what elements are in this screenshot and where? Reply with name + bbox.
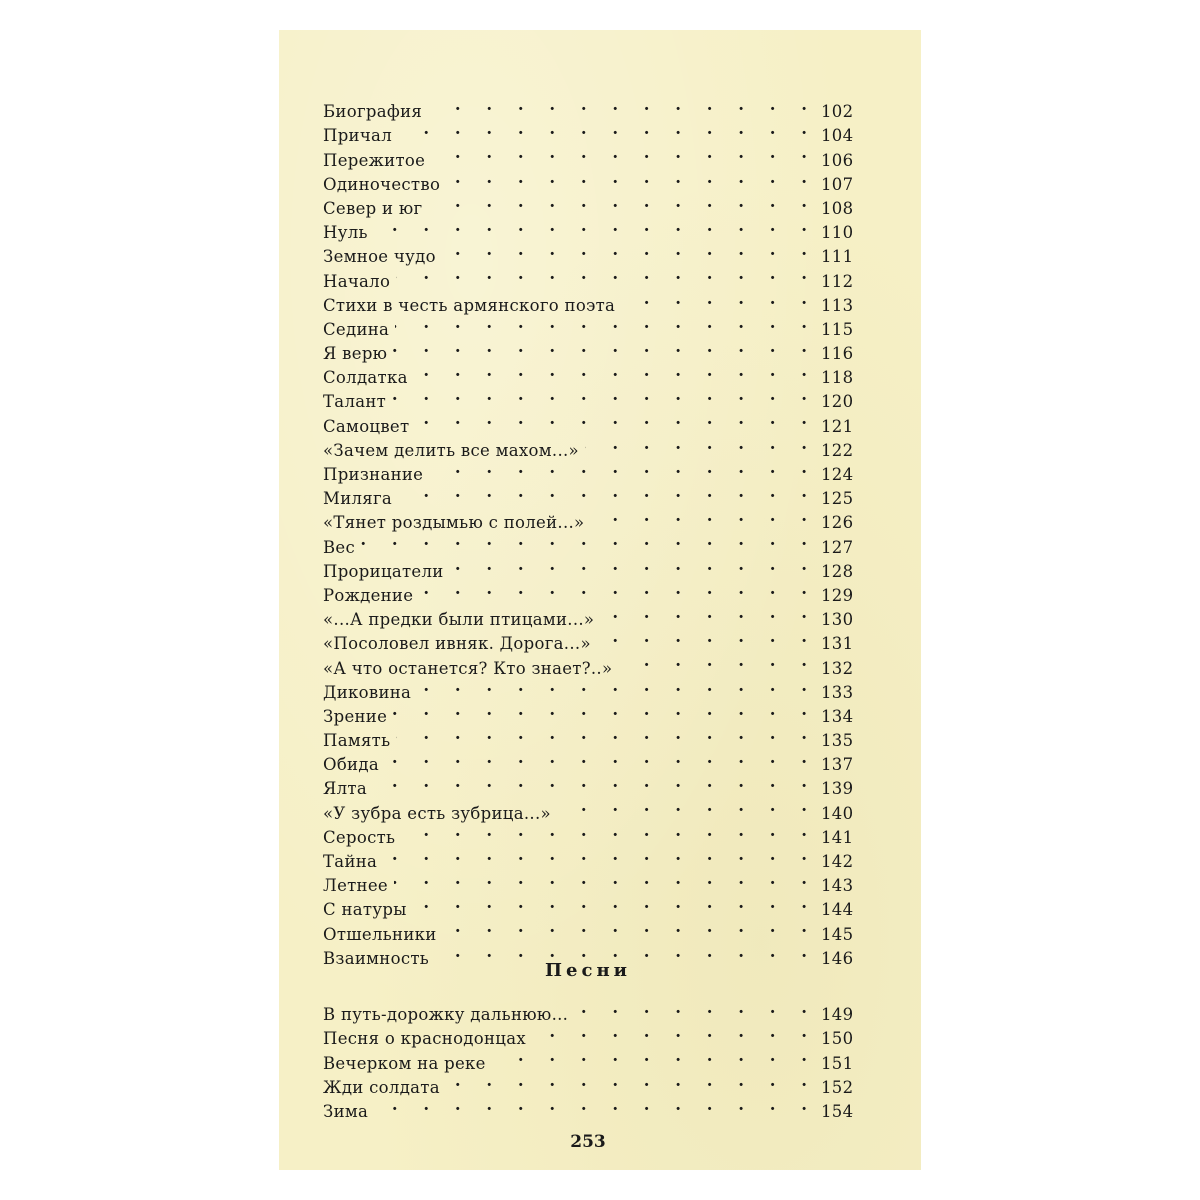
toc-entry-title: Рождение xyxy=(323,585,414,605)
toc-entry-page: 106 xyxy=(821,150,854,170)
dot-leader xyxy=(446,1069,817,1093)
page-number: 253 xyxy=(570,1132,606,1152)
dot-leader xyxy=(443,915,817,939)
toc-entry-page: 128 xyxy=(821,561,854,581)
dot-leader xyxy=(393,335,817,359)
toc-entry-page: 142 xyxy=(821,852,854,871)
dot-leader xyxy=(492,1044,817,1068)
toc-entry-page: 139 xyxy=(821,779,854,799)
toc-entry-page: 131 xyxy=(821,634,854,654)
dot-leader xyxy=(446,166,817,190)
toc-entry xyxy=(323,794,854,823)
toc-entry-title: Вес xyxy=(323,537,356,557)
toc-entry-page: 116 xyxy=(821,344,854,364)
dot-leader xyxy=(413,891,817,915)
toc-entry-page: 111 xyxy=(821,247,854,267)
dot-leader xyxy=(374,214,817,238)
dot-leader xyxy=(574,996,817,1020)
toc-entry-title: С натуры xyxy=(323,900,407,920)
toc-entry-page: 151 xyxy=(821,1053,854,1073)
toc-entry-title: «Посоловел ивняк. Дорога...» xyxy=(323,634,591,654)
dot-leader xyxy=(428,93,817,117)
toc-entry xyxy=(323,722,854,751)
dot-leader xyxy=(419,577,817,601)
toc-entry-title: Пережитое xyxy=(323,150,426,170)
toc-entry-page: 107 xyxy=(821,174,854,194)
toc-entry xyxy=(323,359,854,388)
toc-entry-title: Летнее xyxy=(323,876,388,896)
toc-entry xyxy=(323,698,854,726)
toc-entry xyxy=(323,1093,854,1121)
toc-entry-page: 130 xyxy=(821,610,854,630)
toc-entry-page: 143 xyxy=(821,876,854,896)
toc-entry xyxy=(323,407,854,436)
toc-entry xyxy=(323,311,854,339)
toc-entry-page: 152 xyxy=(821,1077,854,1097)
toc-entry-title: Серость xyxy=(323,827,396,847)
section-heading-songs: Песни xyxy=(545,960,631,981)
toc-entry-title: Взаимность xyxy=(323,948,430,968)
toc-entry-page: 145 xyxy=(821,924,854,944)
toc-entry-title: Признание xyxy=(323,465,424,484)
toc-entry-page: 120 xyxy=(821,392,854,412)
dot-leader xyxy=(431,141,817,165)
toc-entry-page: 146 xyxy=(821,948,854,968)
toc-entry xyxy=(323,335,854,364)
toc-entry-page: 108 xyxy=(821,198,854,218)
dot-leader xyxy=(396,722,817,746)
dot-leader xyxy=(392,383,817,407)
toc-entry-page: 144 xyxy=(821,900,854,920)
toc-entry-page: 115 xyxy=(821,319,854,339)
toc-entry-title: «...А предки были птицами...» xyxy=(323,610,595,630)
toc-entry-title: «А что останется? Кто знает?..» xyxy=(323,658,613,678)
dot-leader xyxy=(621,287,817,311)
book-page xyxy=(279,30,921,1170)
toc-entry xyxy=(323,819,854,847)
dot-leader xyxy=(442,238,817,262)
toc-entry-title: Самоцвет xyxy=(323,416,410,436)
dot-leader xyxy=(417,674,817,698)
dot-leader xyxy=(395,311,817,335)
toc-entry xyxy=(323,770,854,799)
toc-entry-title: Ялта xyxy=(323,779,367,799)
toc-entry-page: 134 xyxy=(821,706,854,726)
songs-table-of-contents xyxy=(323,996,854,1121)
toc-entry xyxy=(323,117,854,146)
dot-leader xyxy=(361,528,817,552)
toc-entry-page: 137 xyxy=(821,755,854,775)
toc-entry-page: 121 xyxy=(821,416,854,436)
toc-entry-title: Начало xyxy=(323,271,391,291)
toc-entry-page: 104 xyxy=(821,126,854,146)
toc-entry-title: Стихи в честь армянского поэта xyxy=(323,295,616,315)
toc-entry-page: 102 xyxy=(821,102,854,122)
toc-entry-page: 132 xyxy=(821,658,854,678)
toc-entry-title: Биография xyxy=(323,102,423,122)
toc-entry xyxy=(323,891,854,920)
toc-entry-title: Зрение xyxy=(323,706,388,726)
dot-leader xyxy=(600,601,817,625)
toc-entry-title: «Тянет роздымью с полей...» xyxy=(323,513,585,533)
dot-leader xyxy=(394,867,817,891)
toc-entry-title: Север и юг xyxy=(323,198,423,218)
toc-entry xyxy=(323,214,854,243)
toc-entry-title: Я верю xyxy=(323,344,388,364)
toc-entry-page: 125 xyxy=(821,489,854,509)
toc-entry-page: 141 xyxy=(821,827,854,847)
toc-entry-title: Зима xyxy=(323,1101,369,1121)
toc-entry-page: 129 xyxy=(821,585,854,605)
toc-entry-page: 113 xyxy=(821,295,854,315)
dot-leader xyxy=(585,432,817,456)
toc-entry-page: 110 xyxy=(821,223,854,243)
toc-entry-page: 126 xyxy=(821,513,854,533)
toc-entry-page: 154 xyxy=(821,1101,854,1121)
dot-leader xyxy=(398,480,817,504)
toc-entry xyxy=(323,504,854,533)
dot-leader xyxy=(401,819,817,843)
toc-entry-title: Жди солдата xyxy=(323,1077,440,1097)
dot-leader xyxy=(385,746,817,770)
toc-entry xyxy=(323,262,854,291)
toc-entry-title: Седина xyxy=(323,319,390,339)
toc-entry xyxy=(323,287,854,315)
dot-leader xyxy=(373,770,817,794)
dot-leader xyxy=(415,407,817,431)
toc-entry xyxy=(323,746,854,775)
dot-leader xyxy=(532,1020,817,1044)
dot-leader xyxy=(590,504,817,528)
toc-entry-title: Земное чудо xyxy=(323,247,436,267)
toc-entry xyxy=(323,528,854,557)
toc-entry-title: Тайна xyxy=(323,852,378,871)
dot-leader xyxy=(414,359,817,383)
toc-entry-title: Песня о краснодонцах xyxy=(323,1029,526,1049)
toc-entry xyxy=(323,383,854,412)
songs-toc-list xyxy=(323,996,854,1121)
toc-list xyxy=(323,93,854,968)
dot-leader xyxy=(618,649,817,673)
toc-entry xyxy=(323,996,854,1025)
toc-entry-title: Прорицатели xyxy=(323,561,444,581)
toc-entry-title: Память xyxy=(323,731,391,751)
dot-leader xyxy=(597,625,817,649)
toc-entry xyxy=(323,553,854,581)
toc-entry-page: 150 xyxy=(821,1029,854,1049)
toc-entry-page: 122 xyxy=(821,440,854,460)
toc-entry xyxy=(323,93,854,122)
dot-leader xyxy=(396,262,817,286)
toc-entry-title: «Зачем делить все махом...» xyxy=(323,440,579,460)
toc-entry-page: 124 xyxy=(821,465,854,484)
toc-entry-title: Талант xyxy=(323,392,387,412)
dot-leader xyxy=(383,843,817,867)
toc-entry xyxy=(323,843,854,871)
toc-entry xyxy=(323,480,854,509)
toc-entry-page: 127 xyxy=(821,537,854,557)
toc-entry-title: Причал xyxy=(323,126,392,146)
toc-entry-title: Вечерком на реке xyxy=(323,1053,486,1073)
dot-leader xyxy=(398,117,817,141)
dot-leader xyxy=(429,190,817,214)
toc-entry-title: Обида xyxy=(323,755,379,775)
toc-entry-title: Миляга xyxy=(323,489,393,509)
toc-entry-title: Солдатка xyxy=(323,368,408,388)
dot-leader xyxy=(450,553,817,577)
toc-entry-page: 149 xyxy=(821,1005,854,1025)
toc-entry-page: 112 xyxy=(821,271,854,291)
table-of-contents xyxy=(323,93,854,968)
toc-entry-title: «У зубра есть зубрица...» xyxy=(323,803,551,823)
toc-entry-page: 133 xyxy=(821,682,854,702)
toc-entry-title: Отшельники xyxy=(323,924,437,944)
toc-entry-title: Диковина xyxy=(323,682,412,702)
dot-leader xyxy=(393,698,817,722)
toc-entry-title: Одиночество xyxy=(323,174,441,194)
toc-entry-page: 135 xyxy=(821,731,854,751)
toc-entry-title: Нуль xyxy=(323,223,368,243)
dot-leader xyxy=(374,1093,817,1117)
toc-entry-page: 140 xyxy=(821,803,854,823)
toc-entry xyxy=(323,867,854,896)
toc-entry xyxy=(323,141,854,170)
toc-entry-page: 118 xyxy=(821,368,854,388)
toc-entry-title: В путь-дорожку дальнюю... xyxy=(323,1005,569,1025)
dot-leader xyxy=(429,456,817,480)
toc-entry xyxy=(323,238,854,267)
dot-leader xyxy=(557,794,817,818)
